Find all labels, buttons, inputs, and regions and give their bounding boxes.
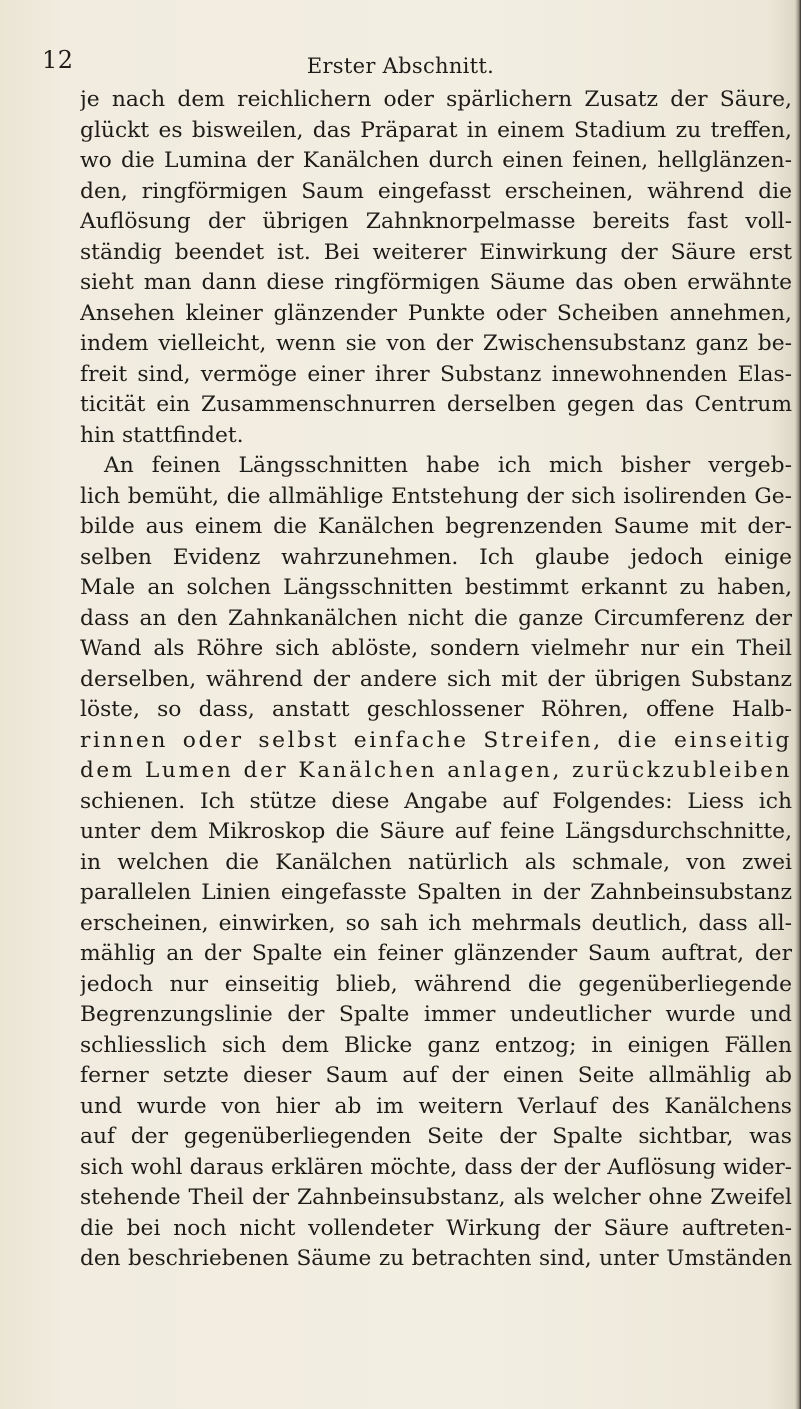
text-line: sieht man dann diese ringförmigen Säume das oben erwähnte	[80, 270, 792, 295]
text-line: lich bemüht, die allmählige Entstehung der sich isolirenden Ge-	[80, 483, 792, 509]
text-line: ständig beendet ist. Bei weiterer Einwirkung der Säure erst	[80, 239, 792, 265]
text-line: löste, so dass, anstatt geschlossener Röhren, offene Halb-	[80, 697, 792, 722]
page-edge-shadow	[795, 0, 801, 1409]
text-line: An feinen Längsschnitten habe ich mich bisher vergeb-	[104, 453, 792, 478]
text-line: Ansehen kleiner glänzender Punkte oder Scheiben annehmen,	[80, 300, 792, 326]
text-line: den, ringförmigen Saum eingefasst erscheinen, während die	[80, 178, 792, 204]
text-line: Auflösung der übrigen Zahnknorpelmasse bereits fast voll-	[80, 209, 792, 234]
running-title: Erster Abschnitt.	[306, 54, 495, 78]
text-line: stehende Theil der Zahnbeinsubstanz, als welcher ohne Zweifel	[80, 1185, 792, 1210]
text-line: die bei noch nicht vollendeter Wirkung der Säure auftreten-	[80, 1215, 792, 1241]
text-line: parallelen Linien eingefasste Spalten in der Zahnbeinsubstanz	[80, 880, 792, 905]
text-line: schliesslich sich dem Blicke ganz entzog; in einigen Fällen	[80, 1032, 792, 1058]
text-line: je nach dem reichlichern oder spärlichern Zusatz der Säure,	[80, 87, 792, 112]
text-line: den beschriebenen Säume zu betrachten sind, unter Umständen	[80, 1246, 792, 1271]
text-line: indem vielleicht, wenn sie von der Zwischensubstanz ganz be-	[80, 331, 792, 356]
text-line: Wand als Röhre sich ablöste, sondern vielmehr nur ein Theil	[80, 636, 792, 661]
text-line: selben Evidenz wahrzunehmen. Ich glaube jedoch einige	[80, 544, 792, 570]
paragraph-2	[80, 451, 792, 1275]
text-line: bilde aus einem die Kanälchen begrenzenden Saume mit der-	[80, 514, 792, 539]
text-line: Male an solchen Längsschnitten bestimmt erkannt zu haben,	[80, 575, 792, 600]
text-line: jedoch nur einseitig blieb, während die gegenüberliegende	[80, 971, 792, 997]
text-line: hin stattfindet.	[80, 422, 244, 448]
text-line: sich wohl daraus erklären möchte, dass der der Auflösung wider-	[80, 1154, 792, 1180]
text-line-spaced: rinnen oder selbst einfache Streifen, die einseitig	[80, 727, 792, 753]
text-line: freit sind, vermöge einer ihrer Substanz innewohnenden Elas-	[80, 361, 792, 387]
text-line: schienen. Ich stütze diese Angabe auf Folgendes: Liess ich	[80, 788, 792, 814]
text-line: dass an den Zahnkanälchen nicht die ganze Circumferenz der	[80, 605, 792, 631]
text-line: erscheinen, einwirken, so sah ich mehrmals deutlich, dass all-	[80, 910, 792, 936]
page-number: 12	[42, 46, 74, 74]
text-line: ticität ein Zusammenschnurren derselben gegen das Centrum	[80, 392, 792, 417]
text-line: auf der gegenüberliegenden Seite der Spalte sichtbar, was	[80, 1124, 792, 1149]
text-line: derselben, während der andere sich mit der übrigen Substanz	[80, 666, 792, 692]
text-line: glückt es bisweilen, das Präparat in einem Stadium zu treffen,	[80, 117, 792, 143]
text-line: und wurde von hier ab im weitern Verlauf des Kanälchens	[80, 1093, 792, 1119]
text-line: ferner setzte dieser Saum auf der einen Seite allmählig ab	[80, 1063, 792, 1088]
text-line: mählig an der Spalte ein feiner glänzender Saum auftrat, der	[80, 941, 792, 966]
body-text	[80, 85, 792, 1275]
text-line: unter dem Mikroskop die Säure auf feine Längsdurchschnitte,	[80, 819, 792, 844]
text-line-spaced: dem Lumen der Kanälchen anlagen, zurückzubleiben	[80, 758, 792, 783]
text-line: in welchen die Kanälchen natürlich als schmale, von zwei	[80, 849, 792, 875]
text-line: Begrenzungslinie der Spalte immer undeutlicher wurde und	[80, 1002, 792, 1027]
paragraph-1	[80, 85, 792, 451]
page-header	[0, 46, 801, 80]
text-line: wo die Lumina der Kanälchen durch einen feinen, hellglänzen-	[80, 148, 792, 173]
